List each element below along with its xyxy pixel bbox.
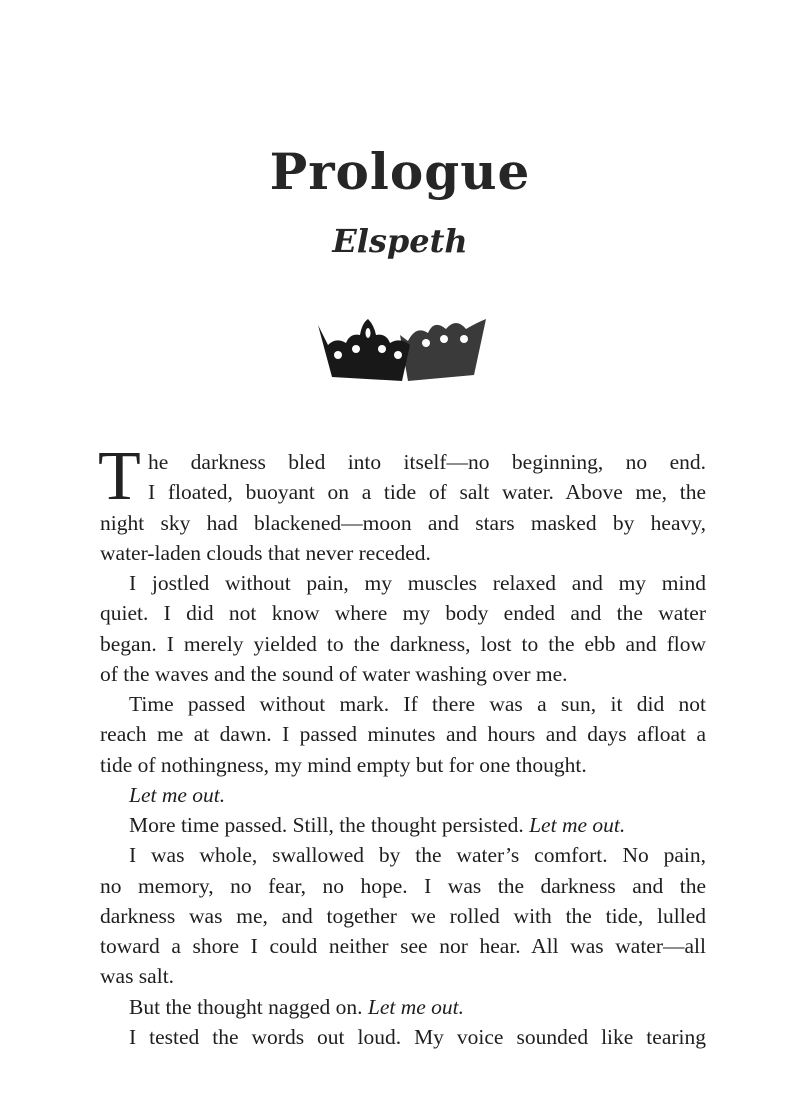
text-line: I floated, buoyant on a tide of salt water. Above me, the: [148, 480, 706, 505]
text-line: water-laden clouds that never receded.: [100, 540, 431, 565]
paragraph: [100, 840, 706, 991]
paragraph: [100, 780, 706, 810]
italic-thought: Let me out.: [129, 782, 226, 807]
text-line: night sky had blackened—moon and stars masked by heavy,: [100, 510, 706, 535]
text-line: [100, 810, 706, 840]
chapter-subtitle: Elspeth: [332, 222, 468, 260]
text-line: I jostled without pain, my muscles relaxed and my mind: [129, 571, 706, 595]
text-line: quiet. I did not know where my body ended and the water: [100, 601, 706, 626]
text-line: [100, 992, 706, 1022]
text-line: of the waves and the sound of water washing over me.: [100, 661, 568, 686]
text-line: Time passed without mark. If there was a sun, it did not: [129, 692, 706, 716]
text-line: was salt.: [100, 964, 175, 989]
italic-thought: Let me out.: [529, 813, 626, 837]
paragraph: [100, 810, 706, 840]
chapter-title: Prologue: [269, 142, 531, 201]
text-line: [100, 780, 706, 810]
text-line: no memory, no fear, no hope. I was the darkness and the: [100, 873, 706, 898]
paragraph: [100, 992, 706, 1022]
text-line: reach me at dawn. I passed minutes and hours and days afloat a: [100, 722, 706, 747]
prose: [98, 438, 706, 1052]
paragraph: [100, 689, 706, 780]
paragraph: [100, 568, 706, 689]
text-line: he darkness bled into itself—no beginning, no end.: [148, 450, 706, 474]
text: But the thought nagged on.: [129, 994, 368, 1019]
text-line: I tested the words out loud. My voice sounded like tearing: [129, 1024, 706, 1049]
text-line: darkness was me, and together we rolled with the tide, lulled: [100, 903, 706, 928]
text-line: toward a shore I could neither see nor hear. All was water—all: [100, 934, 706, 958]
paragraph: [98, 438, 706, 568]
text-line: tide of nothingness, my mind empty but for one thought.: [100, 752, 587, 777]
crowns-icon: [316, 315, 488, 383]
text-line: began. I merely yielded to the darkness, lost to the ebb and flow: [100, 631, 706, 656]
text-line: I was whole, swallowed by the water’s comfort. No pain,: [129, 843, 706, 868]
drop-cap: T: [98, 438, 141, 515]
text: More time passed. Still, the thought persisted.: [129, 813, 530, 837]
paragraph: [100, 1022, 706, 1052]
italic-thought: Let me out.: [367, 994, 465, 1019]
